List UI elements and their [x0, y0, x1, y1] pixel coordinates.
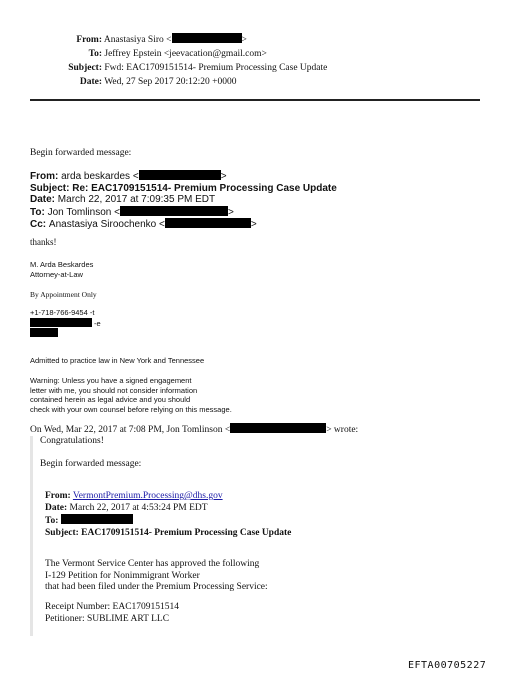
header-date-value: Wed, 27 Sep 2017 20:12:20 +0000	[104, 77, 237, 87]
redaction-block	[30, 328, 58, 337]
redaction-block	[230, 423, 326, 433]
warning-line: check with your own counsel before relying on this message.	[30, 404, 232, 414]
approval-body	[45, 559, 268, 594]
body-line: I-129 Petition for Nonimmigrant Worker	[45, 570, 200, 581]
signature-phone: +1-718-766-9454 -t	[30, 308, 95, 317]
redaction-block	[30, 318, 92, 327]
fwd1-subject-label: Subject:	[30, 182, 70, 194]
fwd1-cc-row	[30, 218, 337, 231]
fwd1-to-close: >	[227, 206, 234, 218]
signature-email-row	[30, 318, 101, 329]
fwd2-subject-row	[45, 528, 291, 540]
redaction-block	[139, 170, 221, 180]
fwd1-date-label: Date:	[30, 194, 56, 205]
header-to-label: To:	[88, 49, 102, 59]
header-subject-label: Subject:	[68, 63, 102, 73]
signature-contact	[30, 308, 101, 339]
fwd2-to-row	[45, 514, 291, 528]
document-id: EFTA00705227	[408, 660, 487, 671]
forwarded-header-1	[30, 170, 337, 231]
forwarded-intro-2: Begin forwarded message:	[40, 459, 142, 469]
header-from-row	[30, 33, 327, 47]
fwd2-from-row	[45, 491, 291, 503]
fwd1-to-value: Jon Tomlinson <	[47, 206, 120, 218]
quote-header-suffix: > wrote:	[326, 425, 359, 435]
body-line: that had been filed under the Premium Processing Service:	[45, 582, 268, 592]
forwarded-header-2	[45, 491, 291, 539]
fwd2-subject-label: Subject:	[45, 527, 79, 538]
receipt-block	[45, 602, 179, 625]
fwd2-from-label: From:	[45, 491, 71, 501]
signature-warning	[30, 376, 232, 414]
fwd1-to-label: To:	[30, 206, 45, 218]
body-line: The Vermont Service Center has approved the following	[45, 559, 260, 569]
petitioner: Petitioner: SUBLIME ART LLC	[45, 613, 170, 624]
header-from-value: Anastasiya Siro <	[103, 35, 172, 45]
header-divider	[30, 99, 480, 101]
fwd2-from-link[interactable]: VermontPremium.Processing@dhs.gov	[72, 491, 223, 501]
fwd1-subject-row	[30, 183, 337, 195]
header-to-value: Jeffrey Epstein <jeevacation@gmail.com>	[104, 49, 267, 59]
fwd1-cc-close: >	[250, 219, 257, 230]
signature-email-suffix: -e	[94, 318, 101, 328]
signature-block	[30, 260, 93, 279]
signature-admitted: Admitted to practice law in New York and Tennessee	[30, 356, 205, 365]
fwd1-from-value: arda beskardes <	[61, 171, 139, 182]
signature-redacted-line	[30, 328, 101, 339]
fwd2-date-value: March 22, 2017 at 4:53:24 PM EDT	[69, 502, 208, 513]
header-to-row	[30, 47, 327, 61]
fwd2-date-row	[45, 503, 291, 515]
fwd1-subject-value: Re: EAC1709151514- Premium Processing Case Update	[72, 182, 337, 194]
header-date-label: Date:	[79, 77, 102, 87]
fwd1-from-close: >	[220, 171, 227, 182]
redaction-block	[61, 514, 133, 524]
fwd2-to-label: To:	[45, 516, 59, 526]
warning-line: letter with me, you should not consider information	[30, 385, 198, 395]
quote-header	[30, 423, 358, 435]
header-subject-value: Fwd: EAC1709151514- Premium Processing Case Update	[104, 63, 328, 73]
signature-name: M. Arda Beskardes	[30, 260, 94, 269]
quote-bar	[30, 436, 33, 636]
header-subject-row	[30, 61, 327, 75]
header-from-close: >	[241, 35, 247, 45]
fwd1-from-label: From:	[30, 171, 59, 182]
email-header	[30, 33, 327, 89]
redaction-block	[120, 206, 228, 216]
warning-line: contained herein as legal advice and you should	[30, 395, 191, 404]
fwd1-date-row	[30, 194, 337, 206]
fwd1-cc-value: Anastasiya Siroochenko <	[48, 219, 165, 230]
warning-line: Warning: Unless you have a signed engagement	[30, 376, 192, 385]
redaction-block	[165, 218, 251, 228]
header-date-row	[30, 75, 327, 89]
header-from-label: From:	[76, 35, 102, 45]
congrats-text: Congratulations!	[40, 436, 104, 446]
signature-title: Attorney-at-Law	[30, 269, 83, 279]
fwd1-date-value: March 22, 2017 at 7:09:35 PM EDT	[57, 194, 216, 205]
quote-header-prefix: On Wed, Mar 22, 2017 at 7:08 PM, Jon Tomlinson <	[30, 425, 231, 435]
receipt-number: Receipt Number: EAC1709151514	[45, 602, 180, 612]
fwd1-cc-label: Cc:	[30, 219, 47, 230]
signature-appointment: By Appointment Only	[30, 290, 97, 299]
fwd1-from-row	[30, 170, 337, 183]
fwd2-date-label: Date:	[45, 502, 68, 513]
redaction-block	[172, 33, 242, 43]
forwarded-intro: Begin forwarded message:	[30, 148, 132, 158]
reply-text: thanks!	[30, 237, 57, 247]
fwd2-subject-value: EAC1709151514- Premium Processing Case Update	[81, 527, 292, 538]
fwd1-to-row	[30, 206, 337, 219]
